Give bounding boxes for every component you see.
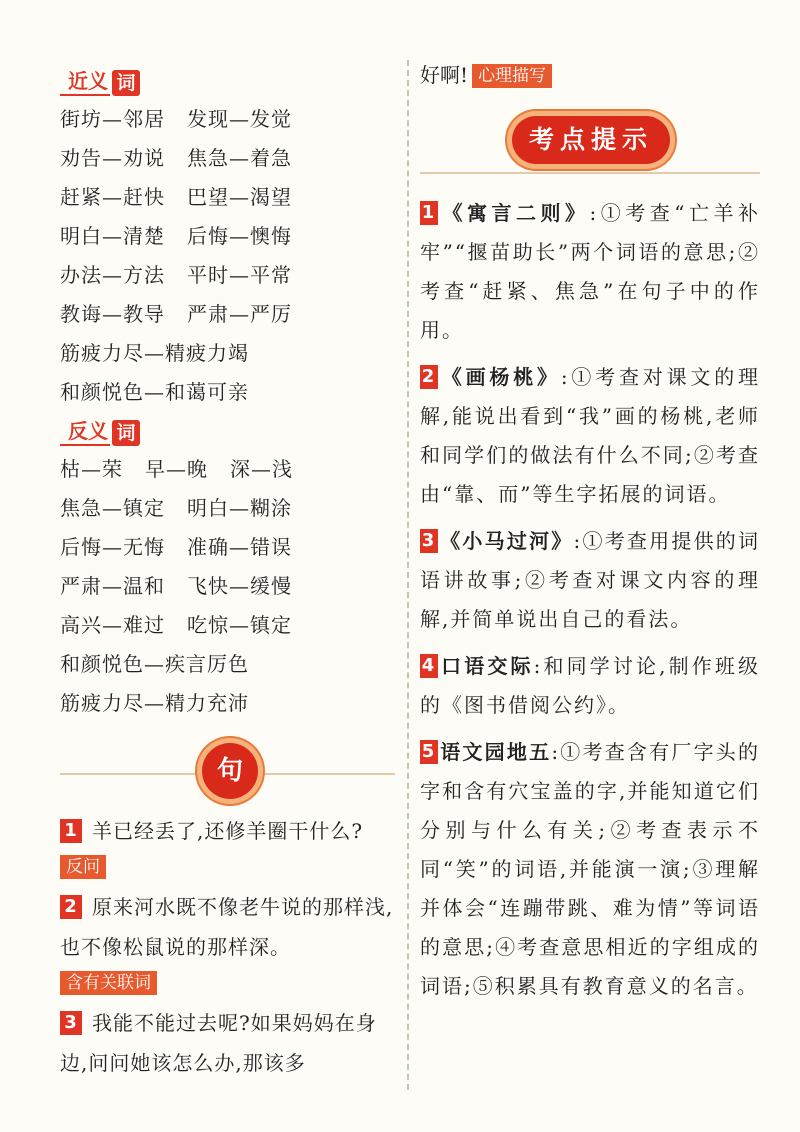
section-rule [420,172,760,174]
point-text: :①考查“亡羊补牢”“揠苗助长”两个词语的意思;②考查“赶紧、焦急”在句子中的作用。 [420,201,760,342]
point-text: :①考查对课文的理解,能说出看到“我”画的杨桃,老师和同学们的做法有什么不同;②考查由“靠、而”等生字拓展的词语。 [420,365,760,506]
word-pair: 枯—荣 [60,457,123,481]
word-pair: 高兴—难过 [60,613,165,637]
kaodian-point [420,522,760,639]
sentence-body: 我能不能过去呢?如果妈妈在身边,问问她该怎么办,那该多 [60,1011,377,1075]
synonyms-badge: 词 [112,70,140,96]
point-number: 2 [421,366,437,387]
point-number: 5 [421,741,437,762]
sentence-item [60,887,395,997]
sentence-text [60,887,395,967]
word-pair: 明白—糊涂 [187,496,292,520]
sentence-item [60,1003,395,1083]
synonym-row [60,178,395,217]
antonym-row [60,645,395,684]
sentence-item [60,811,395,881]
continuation-text: 好啊! [420,63,469,87]
point-text: :①考查用提供的词语讲故事;②考查对课文内容的理解,并简单说出自己的看法。 [420,529,761,631]
sentence-tag: 反问 [60,855,106,879]
sentence-body: 原来河水既不像老牛说的那样浅,也不像松鼠说的那样深。 [60,895,394,959]
point-number: 4 [421,655,437,676]
sentence-continuation [420,60,760,90]
point-text: :和同学讨论,制作班级的《图书借阅公约》。 [420,654,760,717]
word-pair: 飞快—缓慢 [187,574,292,598]
sentence-text [60,1003,395,1083]
word-pair: 平时—平常 [187,263,292,287]
synonym-row [60,100,395,139]
point-title: 口语交际 [440,654,534,678]
kaodian-point [420,733,760,1006]
kaodian-header [420,96,760,186]
point-number: 3 [421,530,437,551]
word-pair: 准确—错误 [187,535,292,559]
word-pair: 发现—发觉 [187,107,292,131]
kaodian-point [420,194,760,350]
kaodian-title: 考点提示 [512,116,670,164]
synonym-row [60,139,395,178]
word-pair: 巴望—渴望 [187,185,292,209]
synonym-row [60,217,395,256]
column-divider [407,60,409,1090]
antonyms-heading [60,416,395,446]
word-pair: 和颜悦色—疾言厉色 [60,652,249,676]
sentence-section-title: 句 [202,743,258,799]
synonyms-list [60,100,395,412]
sentence-text [60,811,395,851]
point-title: 《画杨桃》 [440,365,561,389]
word-pair: 严肃—严厉 [187,302,292,326]
sentence-number: 2 [60,895,82,919]
word-pair: 深—浅 [230,457,293,481]
word-pair: 和颜悦色—和蔼可亲 [60,380,249,404]
point-title: 《寓言二则》 [440,201,590,225]
word-pair: 教诲—教导 [60,302,165,326]
word-pair: 焦急—着急 [187,146,292,170]
word-pair: 后悔—无悔 [60,535,165,559]
sentence-number: 1 [60,819,82,843]
synonym-row [60,295,395,334]
kaodian-point [420,358,760,514]
antonym-row [60,567,395,606]
word-pair: 劝告—劝说 [60,146,165,170]
point-number: 1 [421,202,437,223]
word-pair: 赶紧—赶快 [60,185,165,209]
antonym-row [60,528,395,567]
sentence-section-header [60,729,395,805]
word-pair: 吃惊—镇定 [187,613,292,637]
word-pair: 严肃—温和 [60,574,165,598]
sentence-tag: 含有关联词 [60,971,157,995]
sentence-body: 羊已经丢了,还修羊圈干什么? [92,819,364,843]
sentence-number: 3 [60,1011,82,1035]
word-pair: 早—晚 [145,457,208,481]
antonym-row [60,606,395,645]
antonyms-badge: 词 [112,420,140,446]
kaodian-point [420,647,760,725]
word-pair: 焦急—镇定 [60,496,165,520]
point-title: 语文园地五 [440,740,552,764]
continuation-tag: 心理描写 [472,64,552,88]
antonyms-list [60,450,395,723]
word-pair: 街坊—邻居 [60,107,165,131]
right-column [420,60,760,1006]
word-pair: 办法—方法 [60,263,165,287]
antonym-row [60,450,395,489]
point-title: 《小马过河》 [440,529,574,553]
word-pair: 后悔—懊悔 [187,224,292,248]
word-pair: 明白—清楚 [60,224,165,248]
left-column [60,62,395,1083]
synonyms-label: 近义 [60,69,110,96]
synonyms-heading [60,66,395,96]
antonym-row [60,684,395,723]
synonym-row [60,256,395,295]
antonyms-label: 反义 [60,419,110,446]
point-text: :①考查含有厂字头的字和含有穴宝盖的字,并能知道它们分别与什么有关;②考查表示不同“笑”的词语,并能演一演;③理解并体会“连蹦带跳、难为情”等词语的意思;④考查意思相近的字组成的词语;⑤积累具有教育意义的名言。 [420,740,761,998]
word-pair: 筋疲力尽—精力充沛 [60,691,249,715]
synonym-row [60,373,395,412]
synonym-row [60,334,395,373]
antonym-row [60,489,395,528]
word-pair: 筋疲力尽—精疲力竭 [60,341,249,365]
